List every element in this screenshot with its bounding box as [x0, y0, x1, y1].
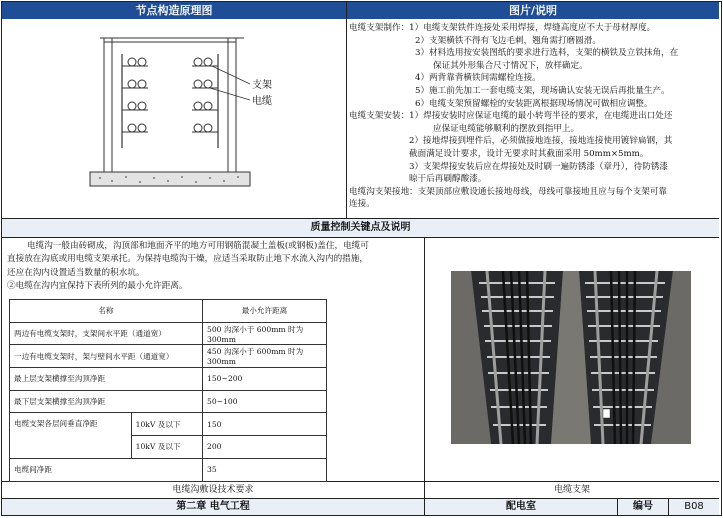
table-row: 电缆间净距 35: [10, 458, 327, 481]
table-row: 10kV 及以下 200: [10, 436, 327, 459]
notes-header: 图片/说明: [347, 2, 719, 19]
section-title: 质量控制关键点及说明: [2, 219, 719, 237]
table-header-row: [10, 300, 327, 323]
diagram-header: 节点构造原理图: [2, 2, 346, 19]
bottom-divider: [424, 237, 425, 515]
table-row: 电缆支架各层间垂直净距 10kV 及以下 150: [10, 413, 327, 436]
cable-trench-diagram: [60, 28, 310, 196]
footer-num-label: 编号: [618, 499, 668, 515]
cable-support-photo: [451, 271, 691, 444]
trench-description: 电缆沟一般由砖砌成，沟顶部和地面齐平的地方可用钢筋混凝土盖板(或钢板)盖住，电缆可 直接放在沟底或用电缆支架承托。为保持电缆沟干燥，应适当采取防止地下水流入沟内的措施， 还应在沟内设置适当数量的积水坑。 ②电缆在沟内宜保持下表所列的最小允许距离。: [7, 241, 369, 292]
support-label: 支架: [252, 80, 272, 91]
clearance-table: [9, 299, 327, 482]
table-header-value: 最小允许距离: [203, 300, 327, 323]
table-row: 最上层支架横撑至沟顶净距 150~200: [10, 368, 327, 391]
table-row: 一边有电缆支架时，架与壁间水平距（通道宽） 450 沟深小于 600mm 时为 300mm: [10, 345, 327, 368]
notes-s1-title: 电缆支架制作：: [349, 23, 410, 33]
table-row: 两边有电缆支架时，支架间水平距（通道宽） 500 沟深小于 600mm 时为 300mm: [10, 322, 327, 345]
section-bottom-line: [2, 237, 719, 238]
construction-notes: 电缆支架制作：1）电缆支架铁件连接处采用焊接，焊缝高度应不大于母材厚度。 2）支架横铁不得有飞边毛刺，翘角需打磨圆滑。 3）材料选用按安装图纸的要求进行选料，支架的横铁及立铁抹角，在 保证其外形集合尺寸情况下，放样确定。 4）两背靠背横铁间需螺栓连接。 5）施工前先加工一套电缆支架，现场确认安装无误后再批量生产。 6）电缆支架预留螺栓的安装距离根据现场情况可做相应调整。 电缆支架安装：1）焊接安装时应保证电缆的最小转弯半径的要求，在电缆进出口处还 应保证电缆能够顺利的摆放到指甲上。 2）接地焊接到埋件后，必须做接地连接，接地连接使用镀锌扁钢，其 截面满足设计要求，设计无要求时其截面采用 50mm×5mm。 3）支架焊接安装后应在焊接处及时刷一遍防锈漆（章丹），待防锈漆 晾干后再刷醇酸漆。 电缆沟支架接地：支架顶部应敷设通长接地母线，母线可靠接地且应与每个支架可靠 连接。: [349, 23, 679, 210]
right-caption: 电缆支架: [553, 485, 590, 495]
top-divider: [346, 2, 347, 218]
notes-s2-title: 电缆支架安装：: [349, 111, 410, 122]
footer-room: 配电室: [425, 499, 617, 515]
footer-chapter: 第二章 电气工程: [2, 499, 424, 515]
table-header-name: 名称: [10, 300, 203, 323]
cable-label: 电缆: [252, 96, 272, 107]
table-row: 最下层支架横撑至沟顶净距 50~100: [10, 390, 327, 413]
left-caption: 电缆沟敷设技术要求: [172, 485, 254, 495]
footer-num-value: B08: [669, 499, 719, 515]
